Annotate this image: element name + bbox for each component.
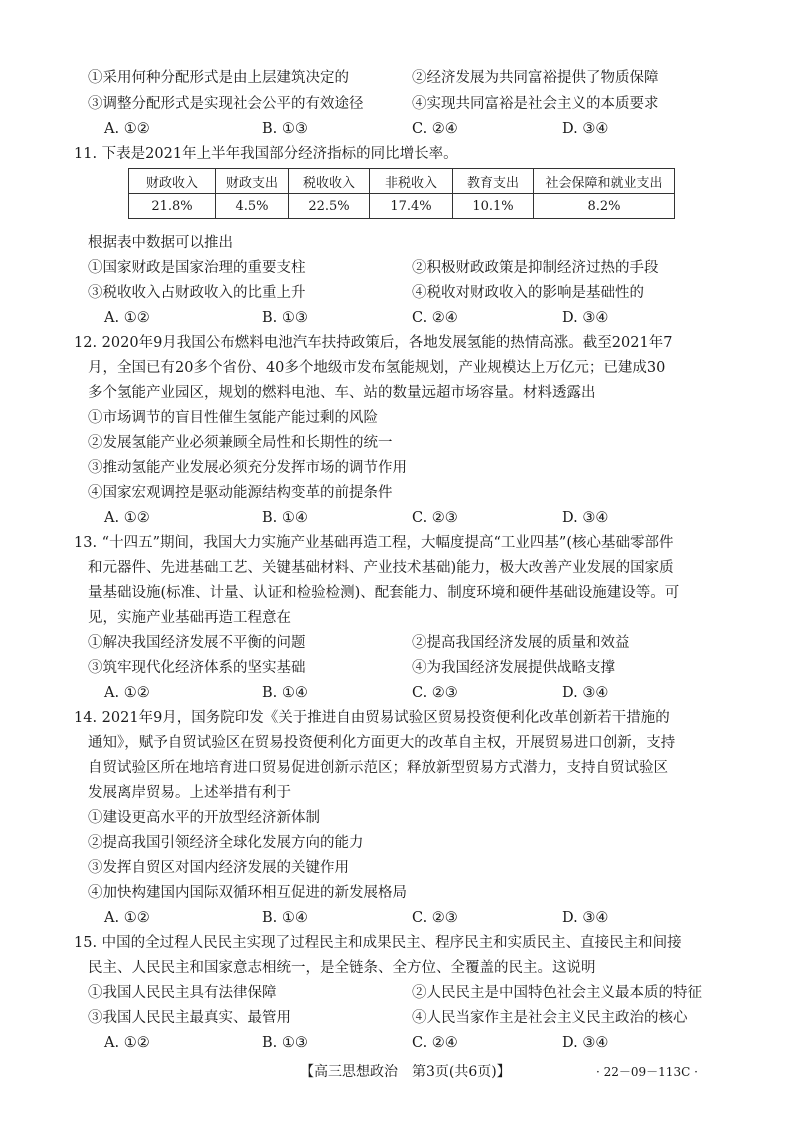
question-14-stem: 发展离岸贸易。上述举措有利于 <box>88 785 291 801</box>
question-15-stem: 15. 中国的全过程人民民主实现了过程民主和成果民主、程序民主和实质民主、直接民主和间接 <box>74 935 682 951</box>
option-4: ④税收对财政收入的影响是基础性的 <box>412 285 644 301</box>
option-4: ④实现共同富裕是社会主义的本质要求 <box>412 96 659 112</box>
option-3: ③调整分配形式是实现社会公平的有效途径 <box>88 96 364 112</box>
option-3: ③发挥自贸区对国内经济发展的关键作用 <box>88 860 349 876</box>
question-14-stem: 14. 2021年9月，国务院印发《关于推进自由贸易试验区贸易投资便利化改革创新若干措施的 <box>74 710 670 726</box>
option-4: ④为我国经济发展提供战略支撑 <box>412 660 615 676</box>
question-14-stem: 通知》，赋予自贸试验区在贸易投资便利化方面更大的改革自主权，开展贸易进口创新，支持 <box>88 735 676 751</box>
question-13-stem: 和元器件、先进基础工艺、关键基础材料、产业技术基础)能力，极大改善产业发展的国家质 <box>88 560 674 576</box>
answer-a: A. ①② <box>104 310 150 326</box>
table-value-row <box>129 194 675 219</box>
question-15-stem: 民主、人民民主和国家意志相统一，是全链条、全方位、全覆盖的民主。这说明 <box>88 960 596 976</box>
answer-b: B. ①④ <box>262 910 308 926</box>
option-1: ①国家财政是国家治理的重要支柱 <box>88 260 306 276</box>
question-12-stem: 多个氢能产业园区，规划的燃料电池、车、站的数量远超市场容量。材料透露出 <box>88 385 596 401</box>
answer-d: D. ③④ <box>562 1035 609 1051</box>
answer-d: D. ③④ <box>562 685 609 701</box>
answer-c: C. ②④ <box>412 1035 458 1051</box>
table-value-cell: 4.5% <box>216 194 289 219</box>
option-3: ③税收收入占财政收入的比重上升 <box>88 285 306 301</box>
answer-c: C. ②③ <box>412 685 458 701</box>
question-14-stem: 自贸试验区所在地培育进口贸易促进创新示范区；释放新型贸易方式潜力，支持自贸试验区 <box>88 760 668 776</box>
answer-d: D. ③④ <box>562 510 609 526</box>
answer-a: A. ①② <box>104 1035 150 1051</box>
answer-c: C. ②③ <box>412 510 458 526</box>
table-value-cell: 10.1% <box>453 194 534 219</box>
question-12-stem: 月，全国已有20多个省份、40多个地级市发布氢能规划，产业规模达上万亿元；已建成30 <box>88 360 666 376</box>
option-4: ④加快构建国内国际双循环相互促进的新发展格局 <box>88 885 407 901</box>
table-header-cell: 社会保障和就业支出 <box>534 169 675 194</box>
option-2: ②提高我国引领经济全球化发展方向的能力 <box>88 835 364 851</box>
question-13-stem: 13. “十四五”期间，我国大力实施产业基础再造工程，大幅度提高“工业四基”(核心基础零部件 <box>74 535 674 551</box>
table-header-cell: 税收收入 <box>289 169 370 194</box>
table-value-cell: 8.2% <box>534 194 675 219</box>
table-header-cell: 财政收入 <box>129 169 216 194</box>
table-header-cell: 教育支出 <box>453 169 534 194</box>
option-1: ①我国人民民主具有法律保障 <box>88 985 277 1001</box>
answer-d: D. ③④ <box>562 910 609 926</box>
table-header-cell: 财政支出 <box>216 169 289 194</box>
option-2: ②人民民主是中国特色社会主义最本质的特征 <box>412 985 702 1001</box>
table-value-cell: 17.4% <box>370 194 453 219</box>
option-1: ①市场调节的盲目性催生氢能产能过剩的风险 <box>88 410 378 426</box>
answer-c: C. ②④ <box>412 121 458 137</box>
option-2: ②发展氢能产业必须兼顾全局性和长期性的统一 <box>88 435 393 451</box>
answer-a: A. ①② <box>104 510 150 526</box>
answer-a: A. ①② <box>104 910 150 926</box>
question-11-lead: 根据表中数据可以推出 <box>88 235 233 251</box>
answer-d: D. ③④ <box>562 121 609 137</box>
question-12-stem: 12. 2020年9月我国公布燃料电池汽车扶持政策后，各地发展氢能的热情高涨。截至2021年7 <box>74 335 673 351</box>
option-3: ③筑牢现代化经济体系的坚实基础 <box>88 660 306 676</box>
option-1: ①采用何种分配形式是由上层建筑决定的 <box>88 70 349 86</box>
table-header-cell: 非税收入 <box>370 169 453 194</box>
question-11-stem: 11. 下表是2021年上半年我国部分经济指标的同比增长率。 <box>74 146 458 162</box>
answer-c: C. ②③ <box>412 910 458 926</box>
answer-d: D. ③④ <box>562 310 609 326</box>
table-value-cell: 22.5% <box>289 194 370 219</box>
growth-rate-table <box>128 168 675 219</box>
option-4: ④国家宏观调控是驱动能源结构变革的前提条件 <box>88 485 393 501</box>
table-value-cell: 21.8% <box>129 194 216 219</box>
page-footer-code: · 22－09－113C · <box>596 1065 698 1079</box>
option-2: ②经济发展为共同富裕提供了物质保障 <box>412 70 659 86</box>
question-13-stem: 见，实施产业基础再造工程意在 <box>88 610 291 626</box>
answer-b: B. ①④ <box>262 510 308 526</box>
option-2: ②积极财政政策是抑制经济过热的手段 <box>412 260 659 276</box>
option-3: ③我国人民民主最真实、最管用 <box>88 1010 291 1026</box>
answer-b: B. ①③ <box>262 310 308 326</box>
option-1: ①解决我国经济发展不平衡的问题 <box>88 635 306 651</box>
answer-a: A. ①② <box>104 685 150 701</box>
option-3: ③推动氢能产业发展必须充分发挥市场的调节作用 <box>88 460 407 476</box>
option-1: ①建设更高水平的开放型经济新体制 <box>88 810 320 826</box>
question-13-stem: 量基础设施(标准、计量、认证和检验检测)、配套能力、制度环境和硬件基础设施建设等。可 <box>88 585 680 601</box>
table-header-row <box>129 169 675 194</box>
answer-b: B. ①③ <box>262 121 308 137</box>
answer-c: C. ②④ <box>412 310 458 326</box>
page-footer-title: 【高三思想政治 第3页(共6页)】 <box>300 1064 511 1080</box>
option-4: ④人民当家作主是社会主义民主政治的核心 <box>412 1010 688 1026</box>
answer-b: B. ①④ <box>262 685 308 701</box>
answer-b: B. ①③ <box>262 1035 308 1051</box>
answer-a: A. ①② <box>104 121 150 137</box>
option-2: ②提高我国经济发展的质量和效益 <box>412 635 630 651</box>
